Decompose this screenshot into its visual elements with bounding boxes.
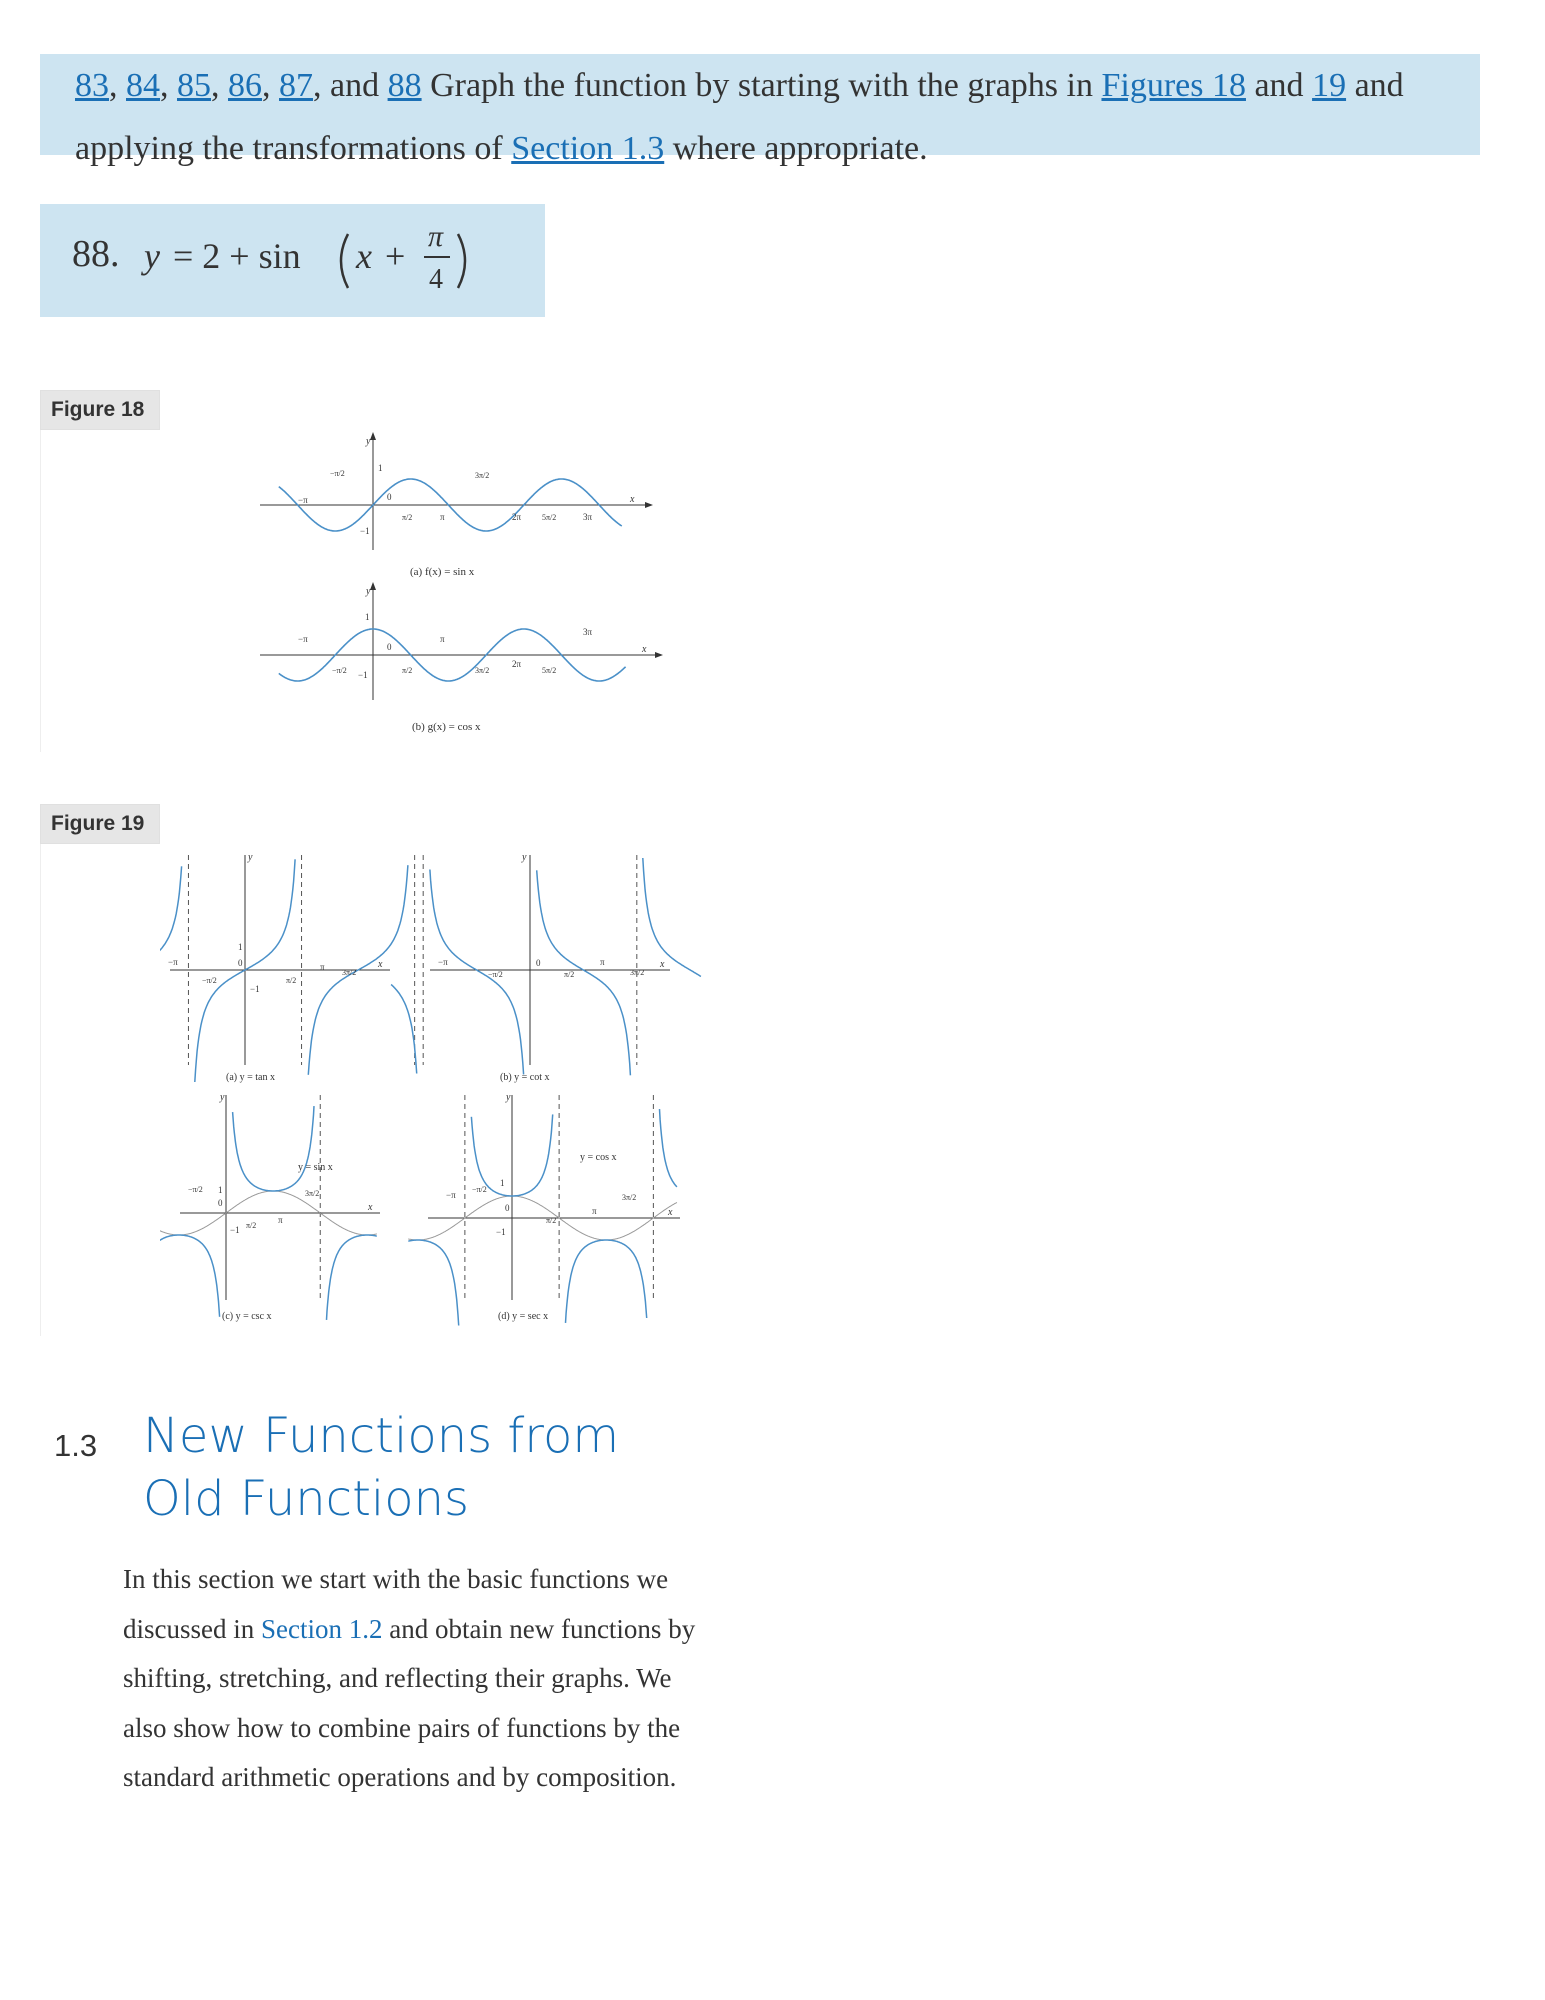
instruction-line-1 xyxy=(75,54,1480,117)
paren-right xyxy=(458,234,465,288)
ytick-neg1: −1 xyxy=(358,670,368,680)
sep: , and xyxy=(313,67,388,104)
figure-19c-caption: (c) y = csc x xyxy=(222,1311,272,1322)
tick-pi: π xyxy=(600,957,605,967)
link-section-1-3[interactable]: Section 1.3 xyxy=(511,130,665,167)
tick-0: 0 xyxy=(505,1203,510,1213)
instruction-line-2 xyxy=(75,117,1480,180)
y-label: y xyxy=(248,852,253,863)
tick-0: 0 xyxy=(387,642,392,652)
tick-0: 0 xyxy=(536,958,541,968)
tick-pi-2: π/2 xyxy=(286,976,297,985)
figure-19c xyxy=(160,1092,380,1322)
x-label: x xyxy=(660,959,665,970)
instruction-text: applying the transformations of xyxy=(75,130,512,167)
tick-3pi-2: 3π/2 xyxy=(622,1193,637,1202)
ytick-neg1: −1 xyxy=(496,1227,506,1237)
link-section-1-2[interactable]: Section 1.2 xyxy=(261,1613,383,1644)
tick-pi: π xyxy=(592,1206,597,1216)
sec-curve xyxy=(408,1109,677,1325)
tick-pi-2: π/2 xyxy=(564,970,575,979)
tick-3pi-2: 3π/2 xyxy=(305,1189,320,1198)
eq-pi: π xyxy=(428,220,444,253)
link-exercise-88[interactable]: 88 xyxy=(387,67,422,104)
x-arrow xyxy=(655,652,663,658)
figure-18a-caption: (a) f(x) = sin x xyxy=(410,566,475,578)
link-figure-19[interactable]: 19 xyxy=(1312,67,1347,104)
tick-neg-pi: −π xyxy=(446,1190,456,1200)
section-title-line-2: Old Functions xyxy=(143,1471,470,1527)
figure-18 xyxy=(250,430,690,760)
tick-pi-2: π/2 xyxy=(402,666,413,675)
figure-19d-caption: (d) y = sec x xyxy=(498,1311,549,1322)
sep: , xyxy=(109,67,126,104)
tick-pi-2: π/2 xyxy=(246,1221,257,1230)
tick-neg-pi: −π xyxy=(298,634,308,644)
intro-line-4: also show how to combine pairs of functions by the xyxy=(123,1712,681,1743)
exercise-instruction xyxy=(40,54,1480,167)
x-label: x xyxy=(668,1207,673,1218)
figure-19b-caption: (b) y = cot x xyxy=(500,1072,550,1083)
tick-0: 0 xyxy=(238,958,243,968)
figure-18b xyxy=(260,582,663,733)
link-figures-18[interactable]: Figures 18 xyxy=(1101,67,1246,104)
tick-neg-pi-2: −π/2 xyxy=(330,469,345,478)
sep: , xyxy=(262,67,279,104)
link-exercise-83[interactable]: 83 xyxy=(75,67,109,104)
intro-line-2 xyxy=(123,1605,733,1655)
eq-plus: + xyxy=(376,236,415,276)
figure-19d xyxy=(408,1092,680,1326)
curve-label: y = cos x xyxy=(580,1152,617,1163)
x-label: x xyxy=(378,959,383,970)
tick-5pi-2: 5π/2 xyxy=(542,513,557,522)
tan-curve xyxy=(160,859,408,1082)
problem-equation xyxy=(140,204,560,317)
tick-pi: π xyxy=(278,1215,283,1225)
eq-main: = 2 + sin xyxy=(164,236,310,276)
tick-neg-pi: −π xyxy=(298,495,308,505)
ytick-1: 1 xyxy=(238,942,243,952)
figure-19-label: Figure 19 xyxy=(40,804,160,844)
intro-text: and obtain new functions by xyxy=(382,1613,696,1644)
tick-pi: π xyxy=(440,512,445,522)
figure-19 xyxy=(160,840,800,1340)
tick-3pi: 3π xyxy=(583,512,593,522)
figure-19a xyxy=(160,852,415,1083)
x-arrow xyxy=(645,502,653,508)
figure-19a-caption: (a) y = tan x xyxy=(226,1072,275,1083)
ytick-1: 1 xyxy=(378,463,383,473)
eq-y: y xyxy=(144,236,160,276)
intro-text: discussed in xyxy=(123,1613,261,1644)
sep: , xyxy=(160,67,177,104)
tick-3pi-2: 3π/2 xyxy=(342,968,357,977)
tick-neg-pi-2: −π/2 xyxy=(488,970,503,979)
y-label: y xyxy=(366,586,371,597)
section-title-line-1: New Functions from xyxy=(143,1408,620,1464)
instruction-text: and xyxy=(1245,67,1313,104)
tick-2pi: 2π xyxy=(512,512,522,522)
y-label: y xyxy=(220,1092,225,1103)
tick-pi: π xyxy=(320,962,325,972)
ytick-1: 1 xyxy=(500,1178,505,1188)
ytick-neg1: −1 xyxy=(360,526,370,536)
tick-3pi: 3π xyxy=(583,627,593,637)
instruction-text: Graph the function by starting with the graphs in xyxy=(421,67,1102,104)
figure-18b-caption: (b) g(x) = cos x xyxy=(412,721,481,733)
tick-2pi: 2π xyxy=(512,659,522,669)
tick-neg-pi: −π xyxy=(168,957,178,967)
figure-19-frame xyxy=(40,844,41,1336)
tick-neg-pi-2: −π/2 xyxy=(472,1185,487,1194)
ytick-neg1: −1 xyxy=(230,1225,240,1235)
tick-3pi-2: 3π/2 xyxy=(630,968,645,977)
instruction-text: where appropriate. xyxy=(664,130,928,167)
tick-3pi-2: 3π/2 xyxy=(475,471,490,480)
y-arrow xyxy=(370,432,376,440)
tick-0: 0 xyxy=(218,1198,223,1208)
ytick-neg1: −1 xyxy=(250,984,260,994)
section-number: 1.3 xyxy=(54,1428,98,1463)
x-label: x xyxy=(642,644,647,655)
link-exercise-86[interactable]: 86 xyxy=(228,67,262,104)
figure-18a xyxy=(260,432,653,578)
section-intro xyxy=(123,1555,733,1803)
intro-line-5: standard arithmetic operations and by composition. xyxy=(123,1762,677,1792)
tick-3pi-2: 3π/2 xyxy=(475,666,490,675)
link-exercise-85[interactable]: 85 xyxy=(177,67,211,104)
link-exercise-84[interactable]: 84 xyxy=(126,67,160,104)
figure-19b xyxy=(391,852,701,1083)
eq-four: 4 xyxy=(429,264,443,295)
tick-5pi-2: 5π/2 xyxy=(542,666,557,675)
tick-pi-2: π/2 xyxy=(402,513,413,522)
y-arrow xyxy=(370,582,376,590)
problem-88 xyxy=(40,204,545,317)
intro-line-1: In this section we start with the basic functions we xyxy=(123,1564,669,1594)
tick-pi: π xyxy=(440,634,445,644)
link-exercise-87[interactable]: 87 xyxy=(279,67,313,104)
x-label: x xyxy=(630,494,635,505)
ytick-1: 1 xyxy=(218,1185,223,1195)
y-label: y xyxy=(366,436,371,447)
eq-x: x xyxy=(356,236,372,276)
tick-neg-pi-2: −π/2 xyxy=(188,1185,203,1194)
section-title xyxy=(143,1405,643,1531)
x-label: x xyxy=(368,1202,373,1213)
intro-line-3: shifting, stretching, and reflecting their graphs. We xyxy=(123,1663,672,1693)
ytick-1: 1 xyxy=(365,612,370,622)
tick-neg-pi-2: −π/2 xyxy=(332,666,347,675)
sep: , xyxy=(211,67,228,104)
tick-pi-2: π/2 xyxy=(546,1216,557,1225)
tick-neg-pi: −π xyxy=(438,957,448,967)
tick-0: 0 xyxy=(387,492,392,502)
instruction-text: and xyxy=(1346,67,1404,104)
curve-label: y = sin x xyxy=(298,1162,333,1173)
y-label: y xyxy=(506,1092,511,1103)
paren-left xyxy=(341,234,348,288)
y-label: y xyxy=(522,852,527,863)
figure-18-label: Figure 18 xyxy=(40,390,160,430)
problem-number: 88. xyxy=(72,233,120,275)
figure-18-frame xyxy=(40,430,41,752)
tick-neg-pi-2: −π/2 xyxy=(202,976,217,985)
